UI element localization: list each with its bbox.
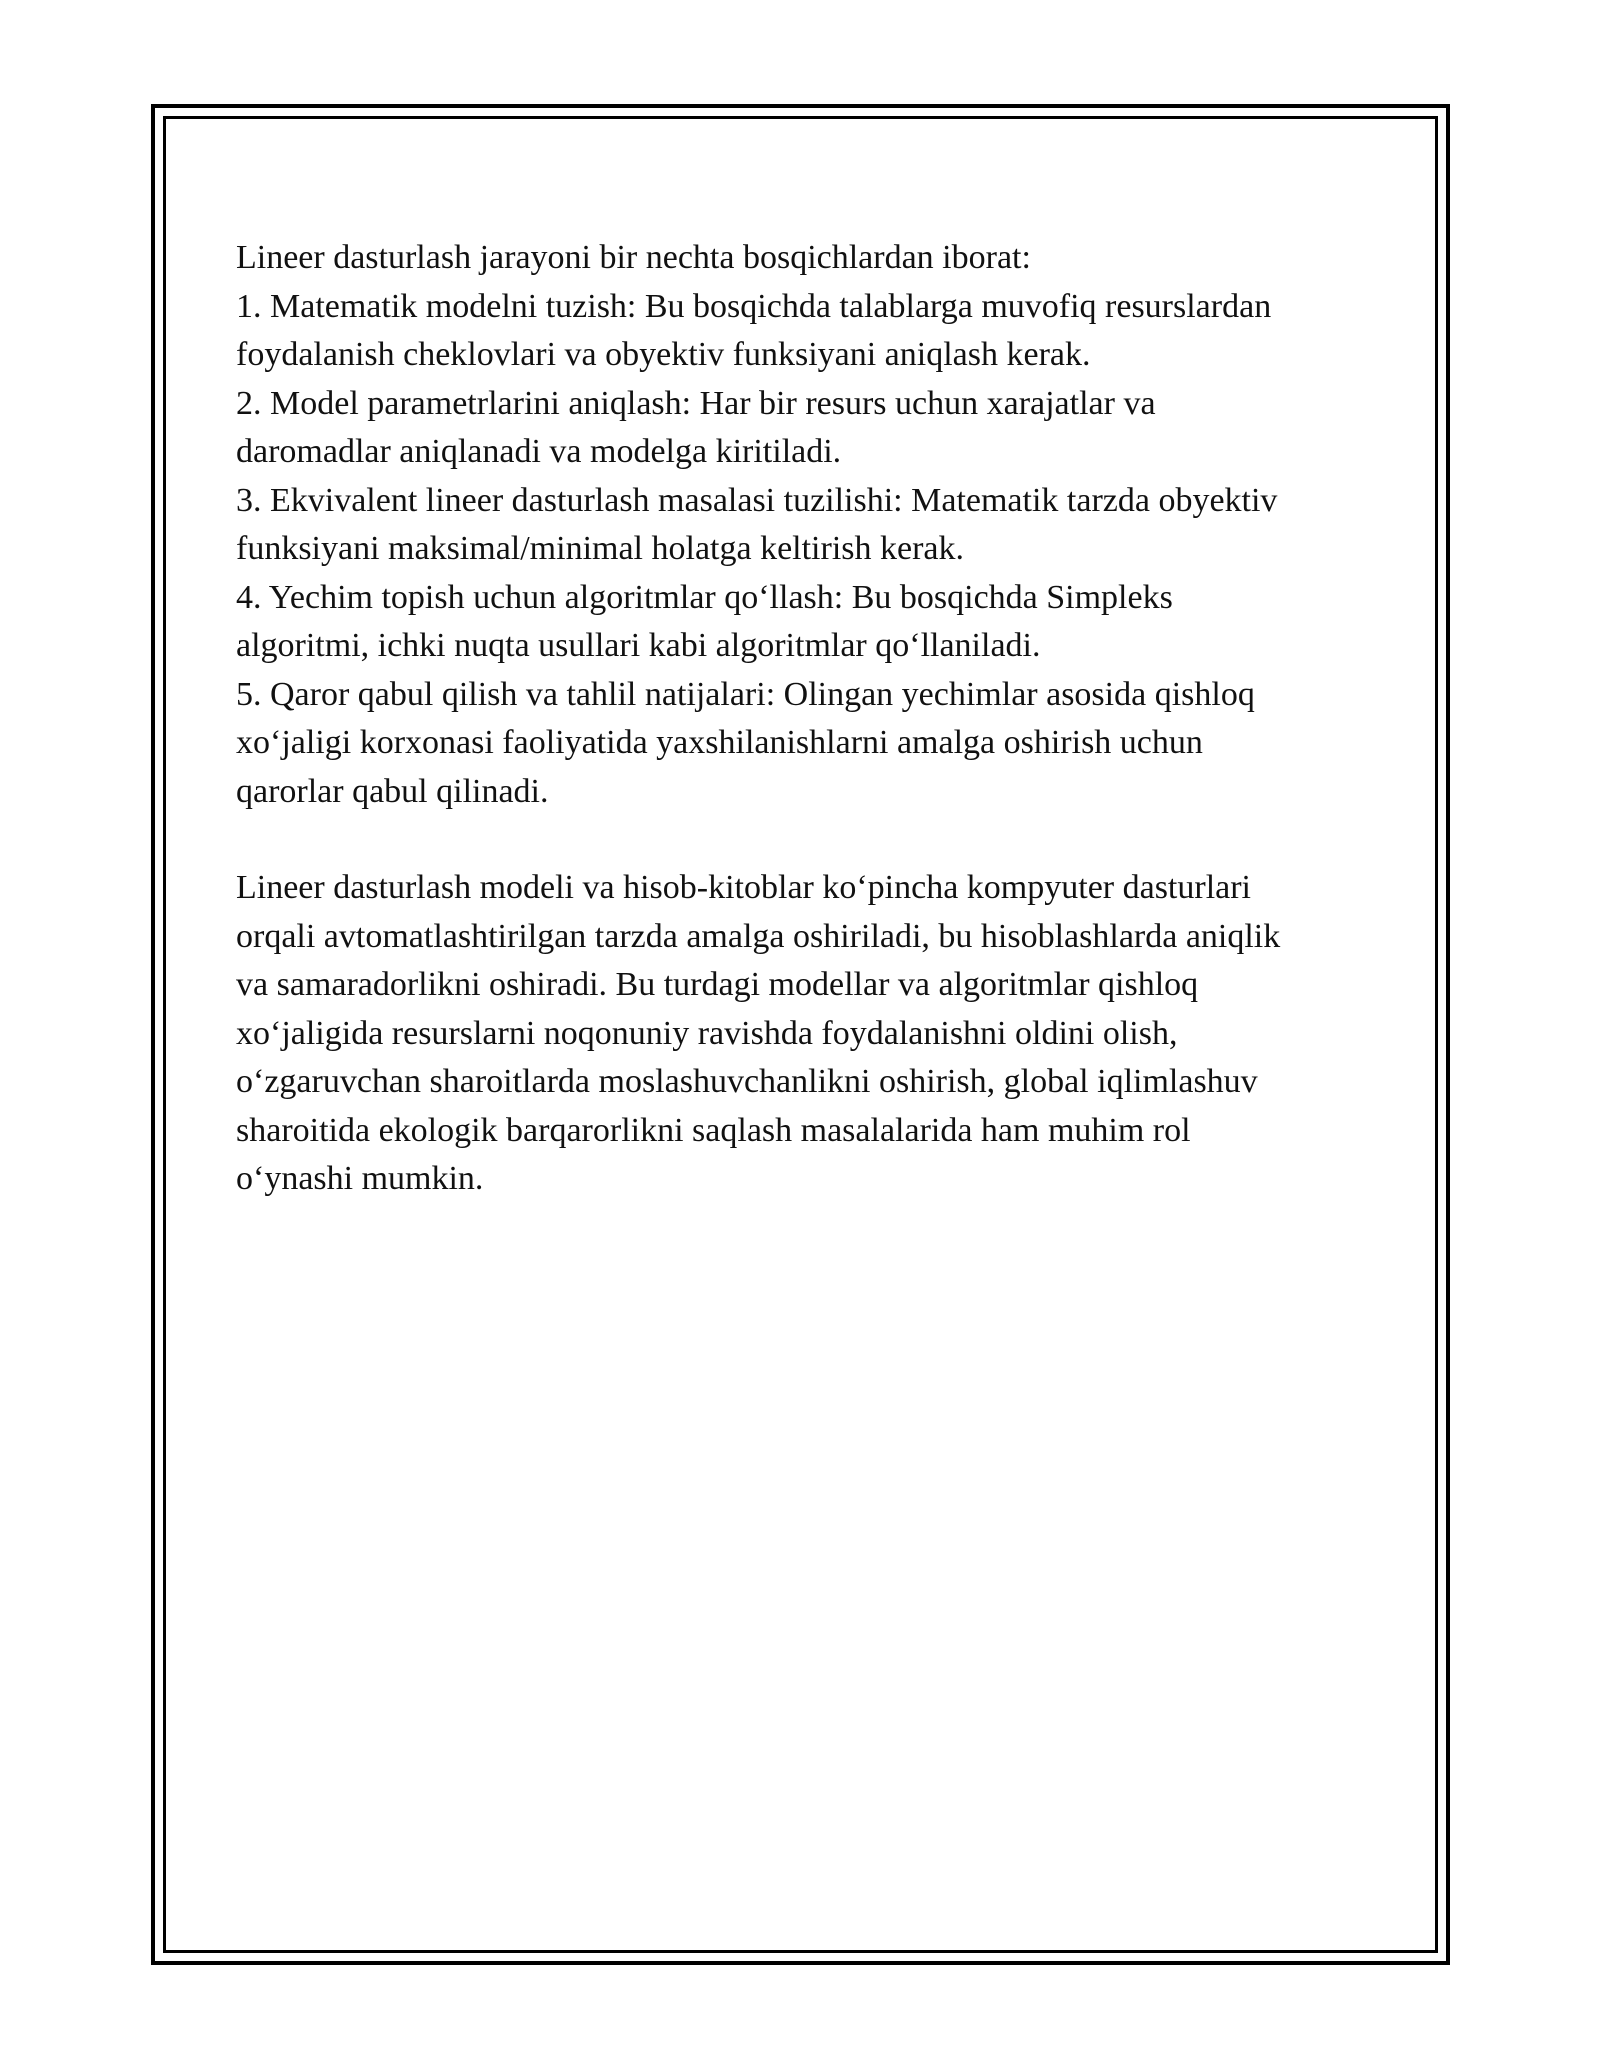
text-line: daromadlar aniqlanadi va modelga kiritiladi.	[236, 433, 842, 470]
text-line: algoritmi, ichki nuqta usullari kabi algoritmlar qo‘llaniladi.	[236, 627, 1041, 664]
text-line: 5. Qaror qabul qilish va tahlil natijalari: Olingan yechimlar asosida qishloq	[236, 675, 1255, 713]
text-line: foydalanish cheklovlari va obyektiv funksiyani aniqlash kerak.	[236, 336, 1091, 373]
text-line: o‘zgaruvchan sharoitlarda moslashuvchanlikni oshirish, global iqlimlashuv	[236, 1063, 1258, 1100]
text-line: funksiyani maksimal/minimal holatga keltirish kerak.	[236, 530, 965, 567]
paragraph-gap	[236, 816, 1386, 864]
document-body	[236, 234, 1386, 1204]
text-line: 3. Ekvivalent lineer dasturlash masalasi tuzilishi: Matematik tarzda obyektiv	[236, 481, 1278, 519]
text-line: 1. Matematik modelni tuzish: Bu bosqichda talablarga muvofiq resurslardan	[236, 287, 1272, 325]
text-line: va samaradorlikni oshiradi. Bu turdagi modellar va algoritmlar qishloq	[236, 966, 1199, 1003]
text-line: xo‘jaligida resurslarni noqonuniy ravishda foydalanishni oldini olish,	[236, 1014, 1178, 1052]
text-line: Lineer dasturlash modeli va hisob-kitoblar ko‘pincha kompyuter dasturlari	[236, 869, 1252, 906]
text-line: Lineer dasturlash jarayoni bir nechta bosqichlardan iborat:	[236, 239, 1031, 276]
text-line: qarorlar qabul qilinadi.	[236, 772, 549, 810]
text-line: o‘ynashi mumkin.	[236, 1160, 484, 1197]
text-line: xo‘jaligi korxonasi faoliyatida yaxshilanishlarni amalga oshirish uchun	[236, 724, 1203, 761]
paragraph-summary	[236, 864, 1386, 1204]
text-line: orqali avtomatlashtirilgan tarzda amalga oshiriladi, bu hisoblashlarda aniqlik	[236, 917, 1281, 955]
text-line: sharoitida ekologik barqarorlikni saqlash masalalarida ham muhim rol	[236, 1111, 1191, 1149]
paragraph-stages	[236, 234, 1386, 816]
text-line: 4. Yechim topish uchun algoritmlar qo‘llash: Bu bosqichda Simpleks	[236, 578, 1173, 616]
text-line: 2. Model parametrlarini aniqlash: Har bir resurs uchun xarajatlar va	[236, 384, 1156, 422]
